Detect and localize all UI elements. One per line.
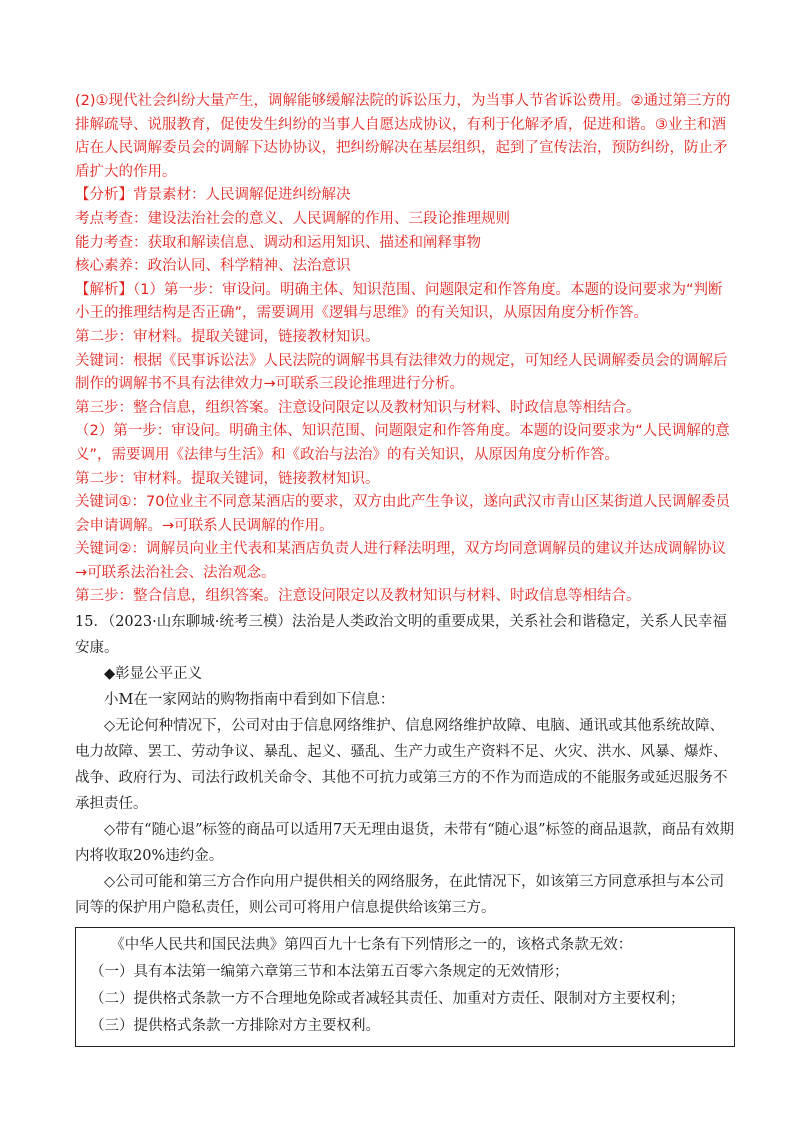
- keyword-2-b: 关键词②：调解员向业主代表和某酒店负责人进行释法明理，双方均同意调解员的建议并达成调解协议→可联系法治社会、法治观念。: [75, 541, 726, 581]
- explanation-part-1: 【解析】（1）第一步：审设问。明确主体、知识范围、问题限定和作答角度。本题的设问要求为“判断小王的推理结构是否正确”，需要调用《逻辑与思维》的有关知识，从原因角度分析作答。: [75, 281, 723, 322]
- question-intro: 小M在一家网站的购物指南中看到如下信息：: [104, 692, 395, 709]
- step-2-a: 第二步：审材料。提取关键词，链接教材知识。: [75, 328, 380, 345]
- answer-section: [75, 90, 735, 609]
- info-item-3: ◇公司可能和第三方合作向用户提供相关的网络服务，在此情况下，如该第三方同意承担与本公司同等的保护用户隐私责任，则公司可将用户信息提供给该第三方。: [75, 874, 725, 917]
- civil-code-item-3: （三）提供格式条款一方排除对方主要权利。: [90, 1018, 380, 1035]
- ability-points: 能力考查：获取和解读信息、调动和运用知识、描述和阐释事物: [75, 234, 481, 251]
- step-3-a: 第三步：整合信息，组织答案。注意设问限定以及教材知识与材料、时政信息等相结合。: [75, 399, 641, 416]
- explanation-part-2: （2）第一步：审设问。明确主体、知识范围、问题限定和作答角度。本题的设问要求为“人民调解的意义”，需要调用《法律与生活》和《政治与法治》的有关知识，从原因角度分析作答。: [75, 423, 730, 463]
- question-number-line: 15．（2023·山东聊城·统考三模）法治是人类政治文明的重要成果，关系社会和谐稳定，关系人民幸福安康。: [75, 614, 727, 657]
- civil-code-item-1: （一）具有本法第一编第六章第三节和本法第五百零六条规定的无效情形；: [90, 964, 569, 981]
- civil-code-box: [75, 927, 735, 1047]
- exam-points: 考点考查：建设法治社会的意义、人民调解的作用、三段论推理规则: [75, 210, 510, 227]
- info-item-2: ◇带有“随心退”标签的商品可以适用7天无理由退货，未带有“随心退”标签的商品退款，商品有效期内将收取20%违约金。: [75, 822, 735, 865]
- analysis-background: 【分析】背景素材：人民调解促进纠纷解决: [75, 187, 351, 204]
- keyword-1: 关键词：根据《民事诉讼法》人民法院的调解书具有法律效力的规定，可知经人民调解委员会的调解后制作的调解书不具有法律效力→可联系三段论推理进行分析。: [75, 352, 728, 393]
- document-page: [75, 90, 735, 1047]
- question-section: [75, 609, 735, 921]
- section-heading: ◆彰显公平正义: [104, 666, 203, 683]
- step-2-b: 第二步：审材料。提取关键词，链接教材知识。: [75, 470, 380, 487]
- civil-code-title: 《中华人民共和国民法典》第四百九十七条有下列情形之一的，该格式条款无效：: [110, 937, 633, 954]
- keyword-2-a: 关键词①：70位业主不同意某酒店的要求，双方由此产生争议，遂向武汉市青山区某街道人民调解委员会申请调解。→可联系人民调解的作用。: [75, 494, 730, 534]
- step-3-b: 第三步：整合信息，组织答案。注意设问限定以及教材知识与材料、时政信息等相结合。: [75, 588, 641, 605]
- core-literacy: 核心素养：政治认同、科学精神、法治意识: [75, 258, 351, 275]
- info-item-1: ◇无论何种情况下，公司对由于信息网络维护、信息网络维护故障、电脑、通讯或其他系统故障、电力故障、罢工、劳动争议、暴乱、起义、骚乱、生产力或生产资料不足、火灾、洪水、风暴、爆炸、战争、政府行为、司法行政机关命令、其他不可抗力或第三方的不作为而造成的不能服务或延迟服务不承担责任。: [75, 718, 728, 813]
- civil-code-item-2: （二）提供格式条款一方不合理地免除或者减轻其责任、加重对方责任、限制对方主要权利；: [90, 991, 685, 1008]
- answer-part-2: (2)①现代社会纠纷大量产生，调解能够缓解法院的诉讼压力，为当事人节省诉讼费用。②通过第三方的排解疏导、说服教育，促使发生纠纷的当事人自愿达成协议，有利于化解矛盾，促进和谐。③业主和酒店在人民调解委员会的调解下达协协议，把纠纷解决在基层组织，起到了宣传法治，预防纠纷，防止矛盾扩大的作用。: [75, 93, 731, 180]
